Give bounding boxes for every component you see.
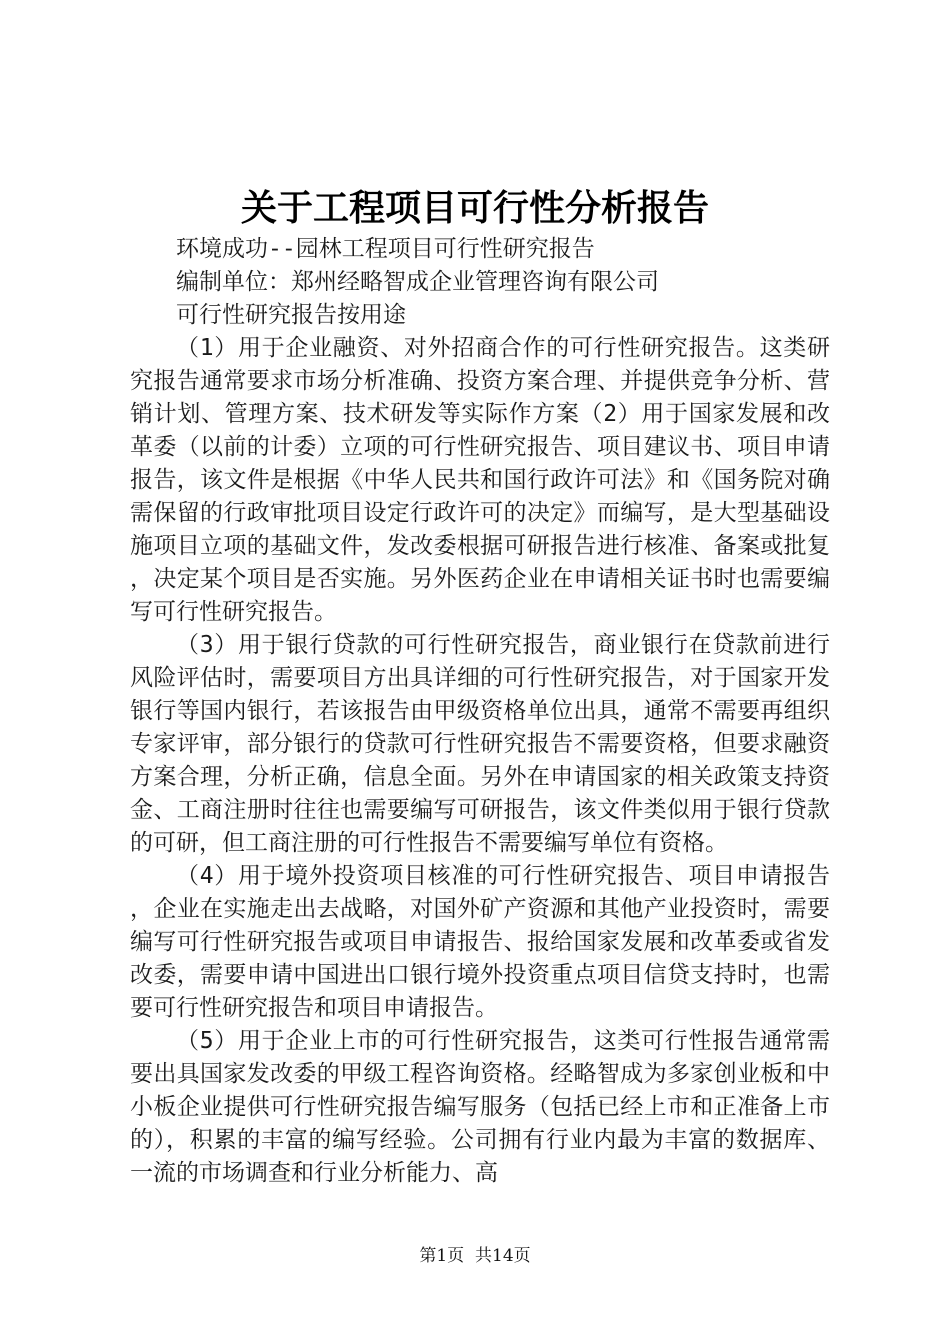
body-line-usage-heading: 可行性研究报告按用途 — [176, 302, 406, 328]
body-line-subtitle: 环境成功--园林工程项目可行性研究报告 — [176, 236, 595, 262]
document-body — [130, 233, 830, 1190]
footer-spacer — [464, 1246, 475, 1266]
page-total: 共14页 — [475, 1246, 531, 1266]
page-footer — [0, 1244, 950, 1268]
body-paragraph-1: （1）用于企业融资、对外招商合作的可行性研究报告。这类研究报告通常要求市场分析准确、投资方案合理、并提供竞争分析、营销计划、管理方案、技术研发等实际作方案（2）用于国家发展和改革委（以前的计委）立项的可行性研究报告、项目建议书、项目申请报告，该文件是根据《中华人民共和国行政许可法》和《国务院对确需保留的行政审批项目设定行政许可的决定》而编写，是大型基础设施项目立项的基础文件，发改委根据可研报告进行核准、备案或批复，决定某个项目是否实施。另外医药企业在申请相关证书时也需要编写可行性研究报告。 — [130, 335, 830, 625]
document-title: 关于工程项目可行性分析报告 — [240, 187, 709, 229]
page-number: 第1页 — [419, 1246, 465, 1266]
body-paragraph-5: （5）用于企业上市的可行性研究报告，这类可行性报告通常需要出具国家发改委的甲级工程咨询资格。经略智成为多家创业板和中小板企业提供可行性研究报告编写服务（包括已经上市和正准备上市的），积累的丰富的编写经验。公司拥有行业内最为丰富的数据库、一流的市场调查和行业分析能力、高 — [130, 1028, 830, 1186]
body-paragraph-3: （3）用于银行贷款的可行性研究报告，商业银行在贷款前进行风险评估时，需要项目方出具详细的可行性研究报告，对于国家开发银行等国内银行，若该报告由甲级资格单位出具，通常不需要再组织专家评审，部分银行的贷款可行性研究报告不需要资格，但要求融资方案合理，分析正确，信息全面。另外在申请国家的相关政策支持资金、工商注册时往往也需要编写可研报告，该文件类似用于银行贷款的可研，但工商注册的可行性报告不需要编写单位有资格。 — [130, 632, 830, 856]
body-paragraph-4: （4）用于境外投资项目核准的可行性研究报告、项目申请报告，企业在实施走出去战略，对国外矿产资源和其他产业投资时，需要编写可行性研究报告或项目申请报告、报给国家发展和改革委或省发改委，需要申请中国进出口银行境外投资重点项目信贷支持时，也需要可行性研究报告和项目申请报告。 — [130, 863, 830, 1021]
body-line-compiler: 编制单位：郑州经略智成企业管理咨询有限公司 — [176, 269, 659, 295]
